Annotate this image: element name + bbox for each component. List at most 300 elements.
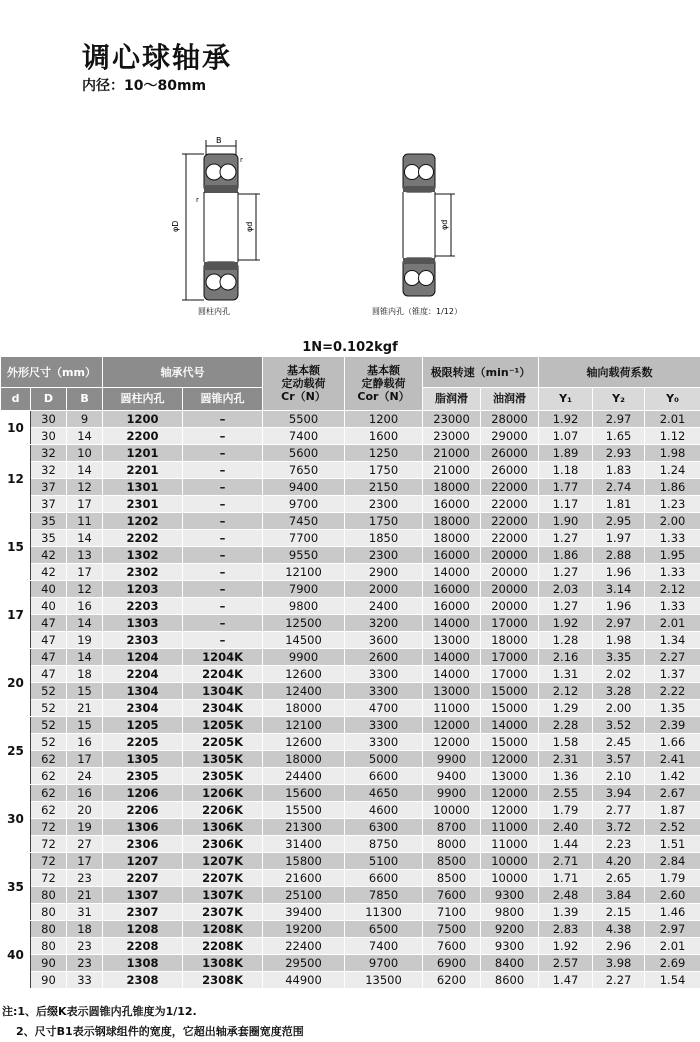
table-row (1, 530, 700, 547)
table-cell: 31400 (263, 836, 345, 853)
table-cell: 18000 (481, 632, 539, 649)
table-cell: 14500 (263, 632, 345, 649)
table-cell: 7100 (423, 904, 481, 921)
table-cell: 1.86 (645, 479, 700, 496)
table-row (1, 751, 700, 768)
table-cell: 72 (31, 870, 67, 887)
table-cell: 21 (67, 700, 103, 717)
table-cell: 14000 (423, 564, 481, 581)
table-cell: 2.16 (539, 649, 593, 666)
note-2: 2、尺寸B1表示钢球组件的宽度，它超出轴承套圈宽度范围 (2, 1022, 304, 1042)
table-cell: 12000 (423, 717, 481, 734)
table-row (1, 564, 700, 581)
table-cell: – (183, 632, 263, 649)
table-cell: 2300 (345, 496, 423, 513)
table-cell: 14000 (481, 717, 539, 734)
tapered-bore-diagram (395, 150, 465, 302)
table-cell: 1208 (103, 921, 183, 938)
table-cell: 18 (67, 666, 103, 683)
table-cell: 14 (67, 428, 103, 445)
table-cell: 80 (31, 887, 67, 904)
table-cell: 3600 (345, 632, 423, 649)
table-cell: 26000 (481, 462, 539, 479)
table-cell: 9300 (481, 887, 539, 904)
table-cell: 37 (31, 496, 67, 513)
table-cell: 2.96 (593, 938, 645, 955)
table-cell: 1.33 (645, 530, 700, 547)
table-cell: 12 (67, 581, 103, 598)
table-cell: 5100 (345, 853, 423, 870)
table-cell: 42 (31, 564, 67, 581)
table-cell: 1.17 (539, 496, 593, 513)
table-cell: 4.38 (593, 921, 645, 938)
table-cell: 2307 (103, 904, 183, 921)
table-cell: 8600 (481, 972, 539, 989)
table-cell: 13000 (481, 768, 539, 785)
page-subtitle: 内径：10～80mm (82, 75, 206, 95)
table-cell: 2.01 (645, 615, 700, 632)
table-cell: 32 (31, 462, 67, 479)
table-cell: 9400 (263, 479, 345, 496)
table-cell: 14000 (423, 615, 481, 632)
table-cell: 2206K (183, 802, 263, 819)
table-cell: 7400 (263, 428, 345, 445)
header-B: B (67, 388, 103, 411)
table-cell: 1.83 (593, 462, 645, 479)
table-cell: 2.31 (539, 751, 593, 768)
table-row (1, 734, 700, 751)
table-cell: 1.07 (539, 428, 593, 445)
table-cell: 2.28 (539, 717, 593, 734)
table-cell: – (183, 615, 263, 632)
table-cell: 3.52 (593, 717, 645, 734)
table-cell: 1750 (345, 462, 423, 479)
table-cell: 62 (31, 785, 67, 802)
table-cell: 1.81 (593, 496, 645, 513)
table-cell: 1.92 (539, 411, 593, 428)
table-cell: 6600 (345, 870, 423, 887)
table-row (1, 615, 700, 632)
header-y2: Y₂ (593, 388, 645, 411)
table-row (1, 717, 700, 734)
note-1: 注:1、后缀K表示圆锥内孔锥度为1/12. (2, 1002, 304, 1022)
table-row (1, 802, 700, 819)
table-cell: 2.97 (593, 615, 645, 632)
table-cell: 12600 (263, 666, 345, 683)
table-cell: 16000 (423, 581, 481, 598)
table-row (1, 513, 700, 530)
notes (2, 1002, 304, 1042)
label-r1: r (240, 156, 243, 164)
table-cell: 3300 (345, 683, 423, 700)
table-cell: 9300 (481, 938, 539, 955)
table-cell: 19 (67, 632, 103, 649)
table-cell: 9200 (481, 921, 539, 938)
table-cell: 4.20 (593, 853, 645, 870)
bore-d-cell: 35 (1, 853, 31, 921)
table-cell: 2302 (103, 564, 183, 581)
table-cell: 2200 (103, 428, 183, 445)
table-row (1, 683, 700, 700)
table-cell: 9700 (263, 496, 345, 513)
table-cell: 7700 (263, 530, 345, 547)
table-cell: 1.35 (645, 700, 700, 717)
table-cell: 5000 (345, 751, 423, 768)
table-cell: – (183, 411, 263, 428)
table-cell: 52 (31, 734, 67, 751)
header-d: d (1, 388, 31, 411)
bearing-spec-table (0, 356, 700, 989)
table-cell: 1.96 (593, 564, 645, 581)
table-cell: 20000 (481, 547, 539, 564)
table-cell: 52 (31, 683, 67, 700)
table-cell: 2.12 (539, 683, 593, 700)
table-cell: 11300 (345, 904, 423, 921)
table-cell: 33 (67, 972, 103, 989)
table-cell: 2304K (183, 700, 263, 717)
table-cell: 2.84 (645, 853, 700, 870)
table-cell: – (183, 564, 263, 581)
table-cell: 3.14 (593, 581, 645, 598)
table-cell: 1204 (103, 649, 183, 666)
table-cell: 22400 (263, 938, 345, 955)
table-cell: 14 (67, 462, 103, 479)
table-cell: 7400 (345, 938, 423, 955)
table-cell: 12400 (263, 683, 345, 700)
header-axial: 轴向载荷系数 (539, 357, 700, 388)
table-cell: 3.57 (593, 751, 645, 768)
table-cell: 20000 (481, 598, 539, 615)
table-cell: 1207 (103, 853, 183, 870)
table-cell: 1.47 (539, 972, 593, 989)
table-cell: 15800 (263, 853, 345, 870)
table-cell: 2305 (103, 768, 183, 785)
table-cell: 1.89 (539, 445, 593, 462)
table-cell: 17 (67, 751, 103, 768)
label-b: B (216, 136, 222, 145)
table-cell: 4650 (345, 785, 423, 802)
table-row (1, 921, 700, 938)
caption-tapered: 圆锥内孔（锥度：1/12） (372, 306, 462, 317)
header-tapered: 圆锥内孔 (183, 388, 263, 411)
table-cell: 1307K (183, 887, 263, 904)
table-cell: 19200 (263, 921, 345, 938)
table-cell: 23 (67, 938, 103, 955)
table-cell: 2.88 (593, 547, 645, 564)
table-cell: – (183, 581, 263, 598)
table-cell: 47 (31, 632, 67, 649)
table-cell: 52 (31, 700, 67, 717)
table-cell: 3.35 (593, 649, 645, 666)
table-cell: 47 (31, 666, 67, 683)
table-cell: 21000 (423, 445, 481, 462)
table-cell: 1.87 (645, 802, 700, 819)
table-cell: 8700 (423, 819, 481, 836)
table-row (1, 547, 700, 564)
header-grease: 脂润滑 (423, 388, 481, 411)
table-cell: 7650 (263, 462, 345, 479)
table-cell: 2.57 (539, 955, 593, 972)
table-cell: 1307 (103, 887, 183, 904)
table-cell: 12000 (481, 751, 539, 768)
table-row (1, 870, 700, 887)
table-cell: 6600 (345, 768, 423, 785)
table-cell: 7600 (423, 887, 481, 904)
table-cell: 14 (67, 649, 103, 666)
table-cell: 2306K (183, 836, 263, 853)
table-cell: 72 (31, 853, 67, 870)
table-cell: 6200 (423, 972, 481, 989)
table-cell: 1201 (103, 445, 183, 462)
table-cell: 1.96 (593, 598, 645, 615)
table-cell: 13000 (423, 683, 481, 700)
table-cell: 80 (31, 921, 67, 938)
table-cell: 1850 (345, 530, 423, 547)
table-row (1, 581, 700, 598)
header-dimensions: 外形尺寸（mm） (1, 357, 103, 388)
label-phi-d: φd (245, 222, 254, 232)
table-cell: 23 (67, 870, 103, 887)
table-cell: 3300 (345, 666, 423, 683)
table-cell: 1.27 (539, 530, 593, 547)
table-cell: 17 (67, 496, 103, 513)
table-cell: 80 (31, 938, 67, 955)
table-cell: 9700 (345, 955, 423, 972)
table-cell: 2.00 (593, 700, 645, 717)
table-cell: 2.03 (539, 581, 593, 598)
bore-d-cell: 10 (1, 411, 31, 445)
table-cell: 17000 (481, 615, 539, 632)
table-cell: 18000 (263, 700, 345, 717)
table-row (1, 598, 700, 615)
table-cell: 1306 (103, 819, 183, 836)
table-cell: 2201 (103, 462, 183, 479)
table-cell: 11000 (423, 700, 481, 717)
table-cell: 20000 (481, 581, 539, 598)
table-cell: 2204 (103, 666, 183, 683)
table-cell: 2.67 (645, 785, 700, 802)
table-cell: 2305K (183, 768, 263, 785)
table-cell: – (183, 428, 263, 445)
table-row (1, 768, 700, 785)
unit-note: 1N=0.102kgf (0, 340, 700, 355)
table-cell: 1205 (103, 717, 183, 734)
table-cell: 1305 (103, 751, 183, 768)
table-cell: 16 (67, 598, 103, 615)
table-cell: 1308 (103, 955, 183, 972)
table-cell: 10000 (481, 870, 539, 887)
table-row (1, 632, 700, 649)
table-cell: 22000 (481, 479, 539, 496)
table-cell: 1.90 (539, 513, 593, 530)
table-row (1, 904, 700, 921)
table-cell: 3.84 (593, 887, 645, 904)
bore-d-cell: 20 (1, 649, 31, 717)
table-cell: 30 (31, 411, 67, 428)
header-y1: Y₁ (539, 388, 593, 411)
table-cell: 2.69 (645, 955, 700, 972)
table-cell: 1.98 (645, 445, 700, 462)
table-cell: 29000 (481, 428, 539, 445)
table-cell: 47 (31, 649, 67, 666)
table-cell: 35 (31, 513, 67, 530)
table-cell: 1.79 (645, 870, 700, 887)
table-cell: 35 (31, 530, 67, 547)
table-cell: 7850 (345, 887, 423, 904)
table-cell: 2308K (183, 972, 263, 989)
table-cell: 2207K (183, 870, 263, 887)
table-cell: 2.93 (593, 445, 645, 462)
table-cell: 12100 (263, 717, 345, 734)
table-cell: 1.44 (539, 836, 593, 853)
table-cell: 90 (31, 972, 67, 989)
table-cell: 16 (67, 785, 103, 802)
table-cell: 8500 (423, 870, 481, 887)
table-cell: 22000 (481, 513, 539, 530)
table-cell: 16000 (423, 598, 481, 615)
table-cell: 2308 (103, 972, 183, 989)
table-cell: 1.39 (539, 904, 593, 921)
label-r2: r (196, 196, 199, 204)
table-cell: 23 (67, 955, 103, 972)
header-cor: 基本额 定静载荷 Cor（N） (345, 357, 423, 411)
table-cell: 30 (31, 428, 67, 445)
table-cell: 12600 (263, 734, 345, 751)
table-cell: 1305K (183, 751, 263, 768)
table-cell: 14000 (423, 649, 481, 666)
table-cell: 2.40 (539, 819, 593, 836)
table-cell: 2.15 (593, 904, 645, 921)
table-cell: 2.71 (539, 853, 593, 870)
table-cell: 1.46 (645, 904, 700, 921)
table-cell: 2.23 (593, 836, 645, 853)
table-cell: 15000 (481, 700, 539, 717)
table-cell: 9400 (423, 768, 481, 785)
table-cell: 2.48 (539, 887, 593, 904)
table-cell: 9900 (423, 751, 481, 768)
table-cell: 3200 (345, 615, 423, 632)
table-cell: 39400 (263, 904, 345, 921)
table-cell: 2150 (345, 479, 423, 496)
table-cell: 17000 (481, 666, 539, 683)
table-cell: 2.60 (645, 887, 700, 904)
table-cell: 1.27 (539, 598, 593, 615)
table-cell: 6300 (345, 819, 423, 836)
table-cell: 37 (31, 479, 67, 496)
table-cell: 7450 (263, 513, 345, 530)
table-cell: 2205 (103, 734, 183, 751)
table-cell: 4700 (345, 700, 423, 717)
table-row (1, 853, 700, 870)
table-cell: 2.55 (539, 785, 593, 802)
table-cell: 1.29 (539, 700, 593, 717)
table-cell: 12100 (263, 564, 345, 581)
table-cell: 18000 (423, 479, 481, 496)
table-cell: 13500 (345, 972, 423, 989)
header-oil: 油润滑 (481, 388, 539, 411)
table-cell: 40 (31, 598, 67, 615)
table-cell: 42 (31, 547, 67, 564)
table-cell: 44900 (263, 972, 345, 989)
table-cell: 2203 (103, 598, 183, 615)
table-cell: 2.39 (645, 717, 700, 734)
table-cell: 24400 (263, 768, 345, 785)
table-cell: 15500 (263, 802, 345, 819)
table-row (1, 496, 700, 513)
table-cell: 6500 (345, 921, 423, 938)
table-cell: 1750 (345, 513, 423, 530)
caption-cylindrical: 圆柱内孔 (198, 306, 230, 317)
table-row (1, 972, 700, 989)
table-cell: 2202 (103, 530, 183, 547)
table-cell: 1.34 (645, 632, 700, 649)
table-cell: 9 (67, 411, 103, 428)
table-cell: 21600 (263, 870, 345, 887)
table-cell: 5600 (263, 445, 345, 462)
table-cell: 3.28 (593, 683, 645, 700)
bore-d-cell: 40 (1, 921, 31, 989)
table-cell: 11000 (481, 836, 539, 853)
table-cell: 12000 (481, 802, 539, 819)
table-cell: 22000 (481, 530, 539, 547)
table-row (1, 428, 700, 445)
table-cell: 1.95 (645, 547, 700, 564)
table-cell: 1.77 (539, 479, 593, 496)
table-row (1, 836, 700, 853)
table-cell: 16 (67, 734, 103, 751)
table-cell: 1.51 (645, 836, 700, 853)
table-cell: 3.94 (593, 785, 645, 802)
table-cell: 22000 (481, 496, 539, 513)
table-cell: 1304 (103, 683, 183, 700)
table-cell: 10000 (481, 853, 539, 870)
table-cell: 17 (67, 853, 103, 870)
table-cell: 2.27 (593, 972, 645, 989)
table-cell: 6900 (423, 955, 481, 972)
table-cell: – (183, 530, 263, 547)
table-cell: 1208K (183, 921, 263, 938)
table-cell: 12000 (481, 785, 539, 802)
table-cell: 8750 (345, 836, 423, 853)
table-cell: 13000 (423, 632, 481, 649)
table-cell: 7500 (423, 921, 481, 938)
table-cell: 1304K (183, 683, 263, 700)
table-cell: 2.65 (593, 870, 645, 887)
table-cell: 62 (31, 768, 67, 785)
table-cell: 1206 (103, 785, 183, 802)
table-cell: 12 (67, 479, 103, 496)
table-cell: 2000 (345, 581, 423, 598)
table-cell: 18000 (263, 751, 345, 768)
table-cell: 1.27 (539, 564, 593, 581)
table-cell: – (183, 513, 263, 530)
table-cell: 2306 (103, 836, 183, 853)
table-cell: 1.33 (645, 598, 700, 615)
table-cell: 90 (31, 955, 67, 972)
table-cell: 8400 (481, 955, 539, 972)
header-D-outer: D (31, 388, 67, 411)
bore-d-cell: 30 (1, 785, 31, 853)
table-cell: 72 (31, 819, 67, 836)
table-cell: 1250 (345, 445, 423, 462)
table-cell: 27 (67, 836, 103, 853)
table-cell: 1.31 (539, 666, 593, 683)
table-cell: 1600 (345, 428, 423, 445)
table-cell: 1202 (103, 513, 183, 530)
table-cell: 2.97 (593, 411, 645, 428)
table-cell: 80 (31, 904, 67, 921)
table-row (1, 445, 700, 462)
